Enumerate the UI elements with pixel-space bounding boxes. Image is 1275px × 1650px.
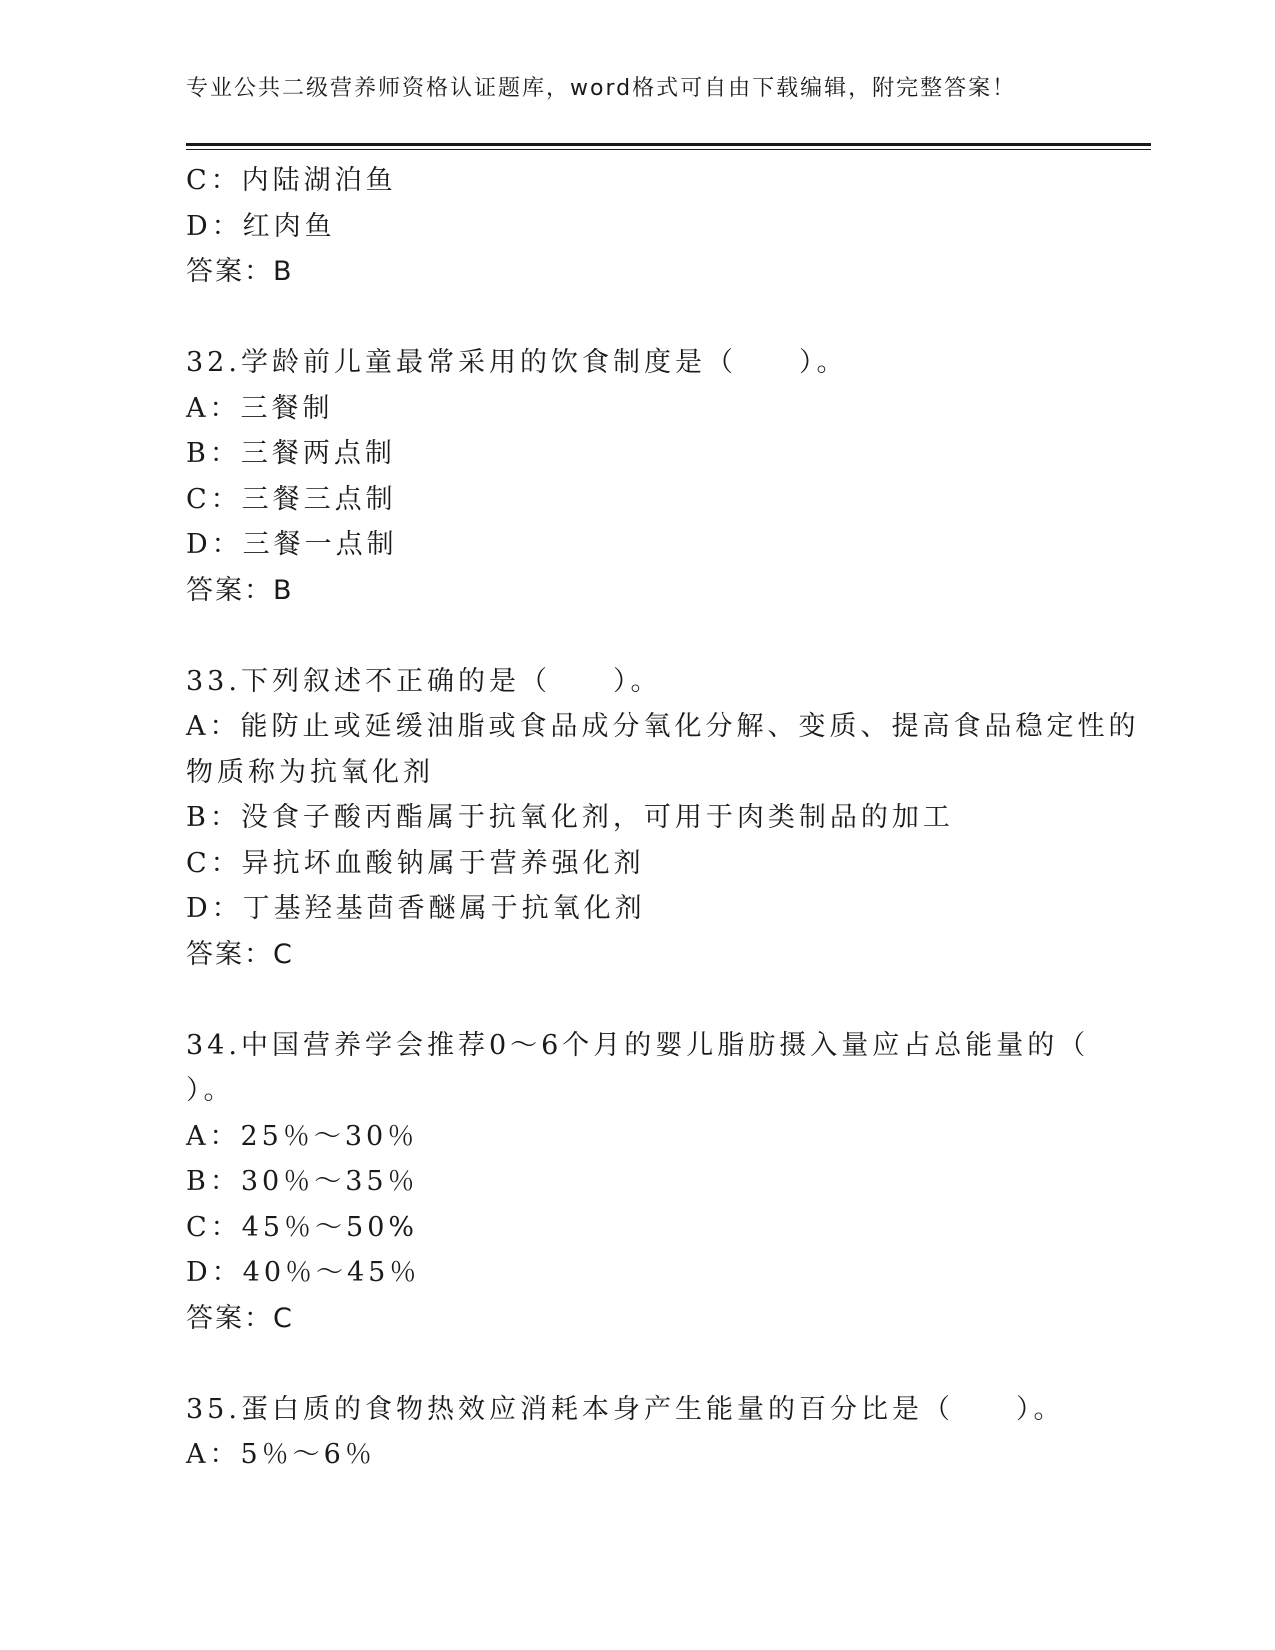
option-b: B：三餐两点制 bbox=[186, 438, 396, 469]
header-rule-thin bbox=[186, 149, 1151, 150]
option-c: C：内陆湖泊鱼 bbox=[186, 165, 397, 196]
answer-line: 答案：C bbox=[186, 938, 294, 970]
option-d: D：红肉鱼 bbox=[186, 210, 336, 242]
question-33-stem: 33.下列叙述不正确的是（ ）。 bbox=[186, 665, 662, 697]
option-c: C：异抗坏血酸钠属于营养强化剂 bbox=[186, 847, 645, 879]
option-d: D：40％～45％ bbox=[186, 1257, 421, 1288]
spacer bbox=[186, 613, 1086, 659]
option-a: A：25％～30％ bbox=[186, 1120, 419, 1152]
question-35-stem: 35.蛋白质的食物热效应消耗本身产生能量的百分比是（ ）。 bbox=[186, 1393, 1065, 1425]
option-b: B：没食子酸丙酯属于抗氧化剂，可用于肉类制品的加工 bbox=[186, 802, 954, 833]
option-d: D：丁基羟基茴香醚属于抗氧化剂 bbox=[186, 893, 646, 924]
question-32-stem: 32.学龄前儿童最常采用的饮食制度是（ ）。 bbox=[186, 347, 848, 378]
option-d: D：三餐一点制 bbox=[186, 529, 398, 560]
spacer bbox=[186, 977, 1086, 1023]
option-c: C：45％～50% bbox=[186, 1211, 419, 1243]
page-header: 专业公共二级营养师资格认证题库，word格式可自由下载编辑，附完整答案！ bbox=[186, 76, 1017, 101]
option-a: A：能防止或延缓油脂或食品成分氧化分解、变质、提高食品稳定性的 bbox=[186, 711, 1140, 742]
question-content bbox=[186, 158, 1140, 1478]
answer-line: 答案：B bbox=[186, 574, 294, 606]
option-c: C：三餐三点制 bbox=[186, 483, 397, 515]
spacer bbox=[186, 1341, 1086, 1387]
option-a-continued: 物质称为抗氧化剂 bbox=[186, 756, 434, 788]
option-a: A：5％～6％ bbox=[186, 1439, 376, 1470]
question-34-stem-continued: ）。 bbox=[186, 1075, 235, 1106]
answer-line: 答案：B bbox=[186, 256, 294, 287]
option-b: B：30％～35％ bbox=[186, 1166, 419, 1197]
question-34-stem: 34.中国营养学会推荐0～6个月的婴儿脂肪摄入量应占总能量的（ bbox=[186, 1029, 1090, 1061]
option-a: A：三餐制 bbox=[186, 392, 334, 424]
answer-line: 答案：C bbox=[186, 1302, 294, 1334]
header-rule-thick bbox=[186, 143, 1151, 146]
spacer bbox=[186, 295, 1086, 341]
